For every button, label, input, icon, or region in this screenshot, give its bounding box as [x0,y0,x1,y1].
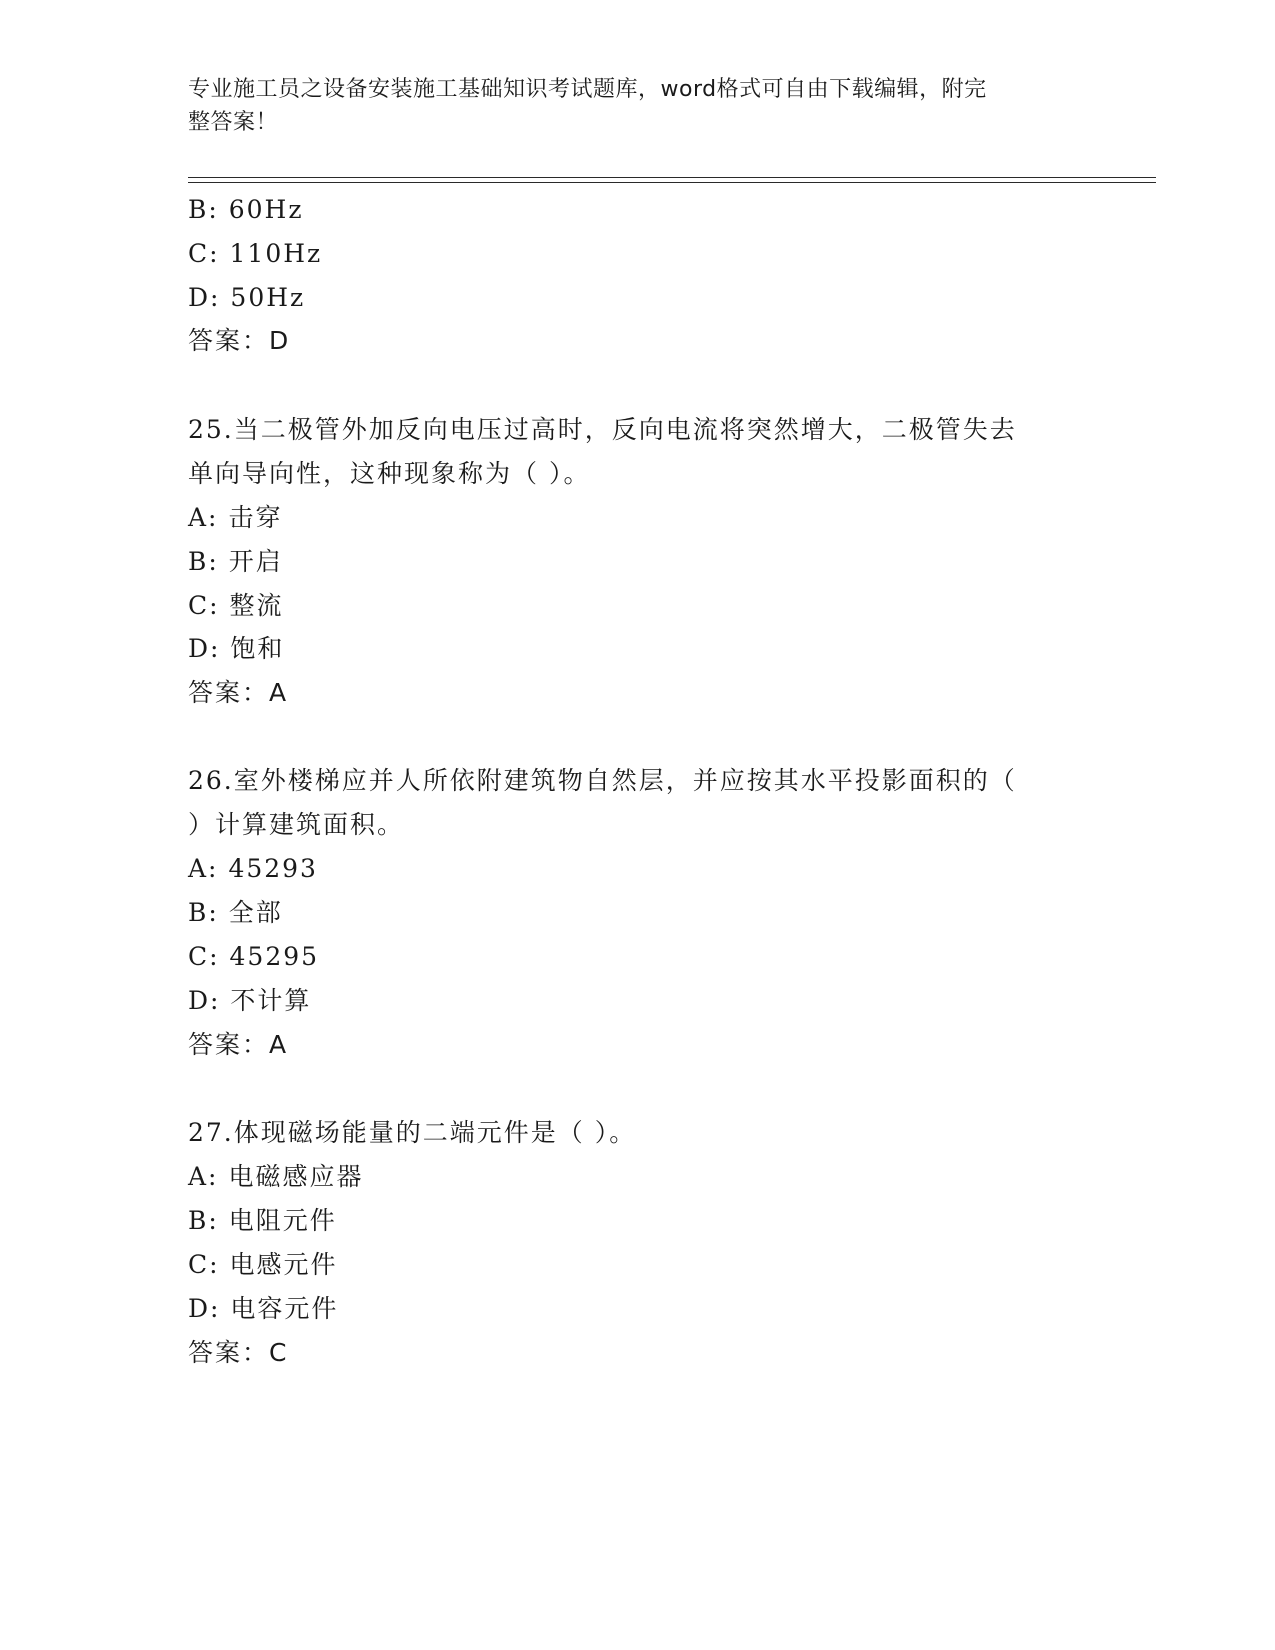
question-text: 当二极管外加反向电压过高时，反向电流将突然增大，二极管失去 [233,415,1017,444]
option-text: 50Hz [230,283,306,312]
option-label: A: [188,1162,219,1191]
option-c [188,590,284,622]
option-c [188,238,322,270]
answer-line [188,1337,288,1369]
option-label: B: [188,1206,219,1235]
option-label: D: [188,1294,221,1323]
answer-line [188,325,290,357]
option-d [188,1293,338,1325]
option-label: A: [188,854,219,883]
header-line-1: 专业施工员之设备安装施工基础知识考试题库，word格式可自由下载编辑，附完 [188,77,987,102]
option-c [188,941,319,973]
option-text: 110Hz [229,239,323,268]
option-d [188,633,284,665]
answer-label: 答案： [188,1030,270,1059]
option-a [188,1161,363,1193]
header-divider-bottom [188,182,1156,183]
answer-value: A [269,678,289,707]
answer-line [188,1029,288,1061]
answer-value: D [269,326,291,355]
question-stem-line-1 [188,1117,636,1149]
option-text: 60Hz [228,195,304,224]
option-text: 45293 [228,854,318,883]
question-number: 27. [188,1118,234,1147]
header-line-2: 整答案！ [188,110,279,135]
option-text: 电容元件 [230,1294,339,1323]
answer-value: A [269,1030,289,1059]
option-a [188,853,318,885]
question-stem-line-1 [188,414,1017,446]
option-label: C: [188,591,220,620]
option-label: B: [188,547,219,576]
option-label: C: [188,239,220,268]
option-c [188,1249,338,1281]
option-b [188,897,283,929]
option-d [188,282,305,314]
answer-label: 答案： [188,678,270,707]
option-text: 击穿 [228,503,283,532]
option-label: A: [188,503,219,532]
option-text: 饱和 [230,634,285,663]
option-text: 全部 [228,898,283,927]
option-text: 电阻元件 [228,1206,337,1235]
option-text: 开启 [228,547,283,576]
question-text: 单向导向性，这种现象称为（ ）。 [188,459,591,488]
question-stem-line-1 [188,765,1017,797]
answer-value: C [269,1338,289,1367]
header-divider-top [188,177,1156,178]
option-label: C: [188,942,220,971]
question-text: 体现磁场能量的二端元件是（ ）。 [233,1118,637,1147]
question-stem-line-2 [188,458,590,490]
document-header [188,73,1078,139]
option-text: 整流 [229,591,284,620]
option-d [188,985,311,1017]
option-label: B: [188,898,219,927]
option-a [188,502,282,534]
option-text: 电磁感应器 [228,1162,364,1191]
option-b [188,1205,337,1237]
option-label: B: [188,195,219,224]
question-text: 室外楼梯应并人所依附建筑物自然层，并应按其水平投影面积的（ [233,766,1017,795]
option-text: 不计算 [230,986,312,1015]
answer-line [188,677,288,709]
question-number: 25. [188,415,234,444]
option-b [188,194,304,226]
option-text: 电感元件 [229,1250,338,1279]
answer-label: 答案： [188,1338,270,1367]
option-label: D: [188,283,221,312]
option-text: 45295 [229,942,320,971]
question-stem-line-2 [188,809,404,841]
option-label: C: [188,1250,220,1279]
option-label: D: [188,986,221,1015]
option-label: D: [188,634,221,663]
question-number: 26. [188,766,234,795]
answer-label: 答案： [188,326,270,355]
option-b [188,546,283,578]
question-text: ）计算建筑面积。 [188,810,405,839]
